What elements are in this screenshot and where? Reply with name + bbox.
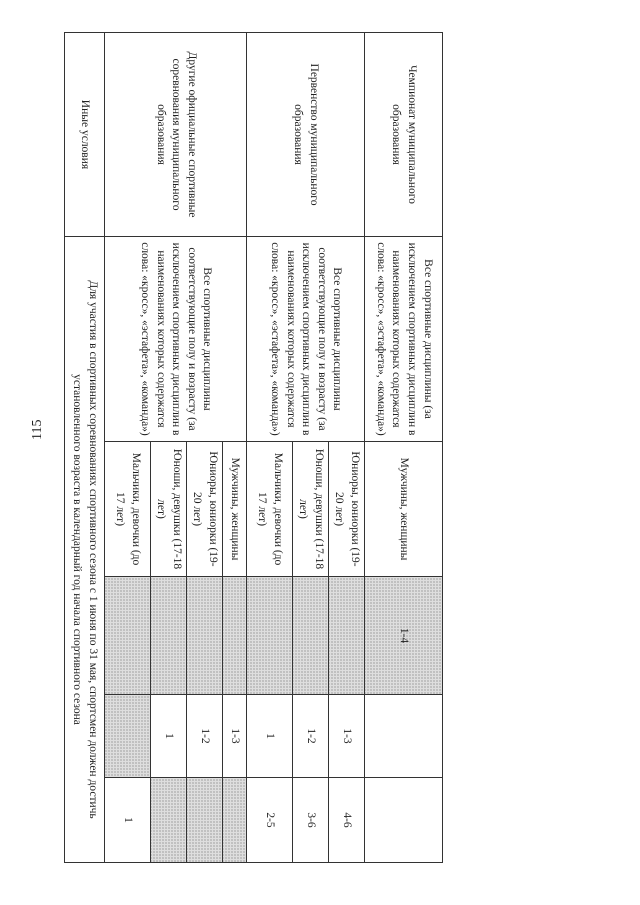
table-row bbox=[222, 33, 246, 863]
competition-name: Чемпионат муниципального образования bbox=[365, 33, 443, 237]
value-cell bbox=[104, 695, 150, 778]
value-cell: 1-3 bbox=[222, 695, 246, 778]
value-cell bbox=[186, 778, 222, 863]
group-label: Юниоры, юниорки (19-20 лет) bbox=[328, 442, 364, 577]
value-cell bbox=[365, 695, 443, 778]
value-cell: 1 bbox=[150, 695, 186, 778]
value-cell: 3-6 bbox=[292, 778, 328, 863]
group-label: Юноши, девушки (17-18 лет) bbox=[292, 442, 328, 577]
table-row bbox=[365, 33, 443, 863]
value-cell: 1-3 bbox=[328, 695, 364, 778]
table-row bbox=[64, 33, 104, 863]
value-cell: 1-2 bbox=[186, 695, 222, 778]
group-label: Юноши, девушки (17-18 лет) bbox=[150, 442, 186, 577]
group-label: Мальчики, девочки (до 17 лет) bbox=[104, 442, 150, 577]
value-cell bbox=[150, 577, 186, 695]
disciplines-cell: Все спортивные дисциплины соответствующие полу и возрасту (за исключением спортивных дисциплин в наименованиях которых содержатся слова: «кросс», «эстафета», «команда») bbox=[246, 237, 364, 442]
value-cell bbox=[292, 577, 328, 695]
competition-name: Другие официальные спортивные соревнования муниципального образования bbox=[104, 33, 246, 237]
value-cell bbox=[150, 778, 186, 863]
value-cell bbox=[365, 778, 443, 863]
other-conditions-label: Иные условия bbox=[64, 33, 104, 237]
value-cell: 1 bbox=[246, 695, 292, 778]
other-conditions-text: Для участия в спортивных соревнованиях спортивного сезона с 1 июня по 31 мая, спортсмен должен достичь установленного возраста в календарный год начала спортивного сезона bbox=[64, 237, 104, 863]
disciplines-cell: Все спортивные дисциплины (за исключением спортивных дисциплин в наименованиях которых содержатся слова: «кросс», «эстафета», «команда») bbox=[365, 237, 443, 442]
document-sheet bbox=[67, 32, 443, 862]
value-cell: 1 bbox=[104, 778, 150, 863]
disciplines-cell: Все спортивные дисциплины соответствующие полу и возрасту (за исключением спортивных дисциплин в наименованиях которых содержатся слова: «кросс», «эстафета», «команда») bbox=[104, 237, 246, 442]
group-label: Мужчины, женщины bbox=[365, 442, 443, 577]
value-cell: 1-4 bbox=[365, 577, 443, 695]
value-cell bbox=[246, 577, 292, 695]
value-cell: 4-6 bbox=[328, 778, 364, 863]
group-label: Юниоры, юниорки (19-20 лет) bbox=[186, 442, 222, 577]
competition-name: Первенство муниципального образования bbox=[246, 33, 364, 237]
page-number: 115 bbox=[30, 419, 45, 440]
value-cell: 1-2 bbox=[292, 695, 328, 778]
value-cell bbox=[328, 577, 364, 695]
value-cell bbox=[186, 577, 222, 695]
table-row bbox=[328, 33, 364, 863]
sport-ranks-table bbox=[64, 32, 443, 863]
value-cell: 2-5 bbox=[246, 778, 292, 863]
group-label: Мальчики, девочки (до 17 лет) bbox=[246, 442, 292, 577]
value-cell bbox=[104, 577, 150, 695]
value-cell bbox=[222, 778, 246, 863]
value-cell bbox=[222, 577, 246, 695]
group-label: Мужчины, женщины bbox=[222, 442, 246, 577]
